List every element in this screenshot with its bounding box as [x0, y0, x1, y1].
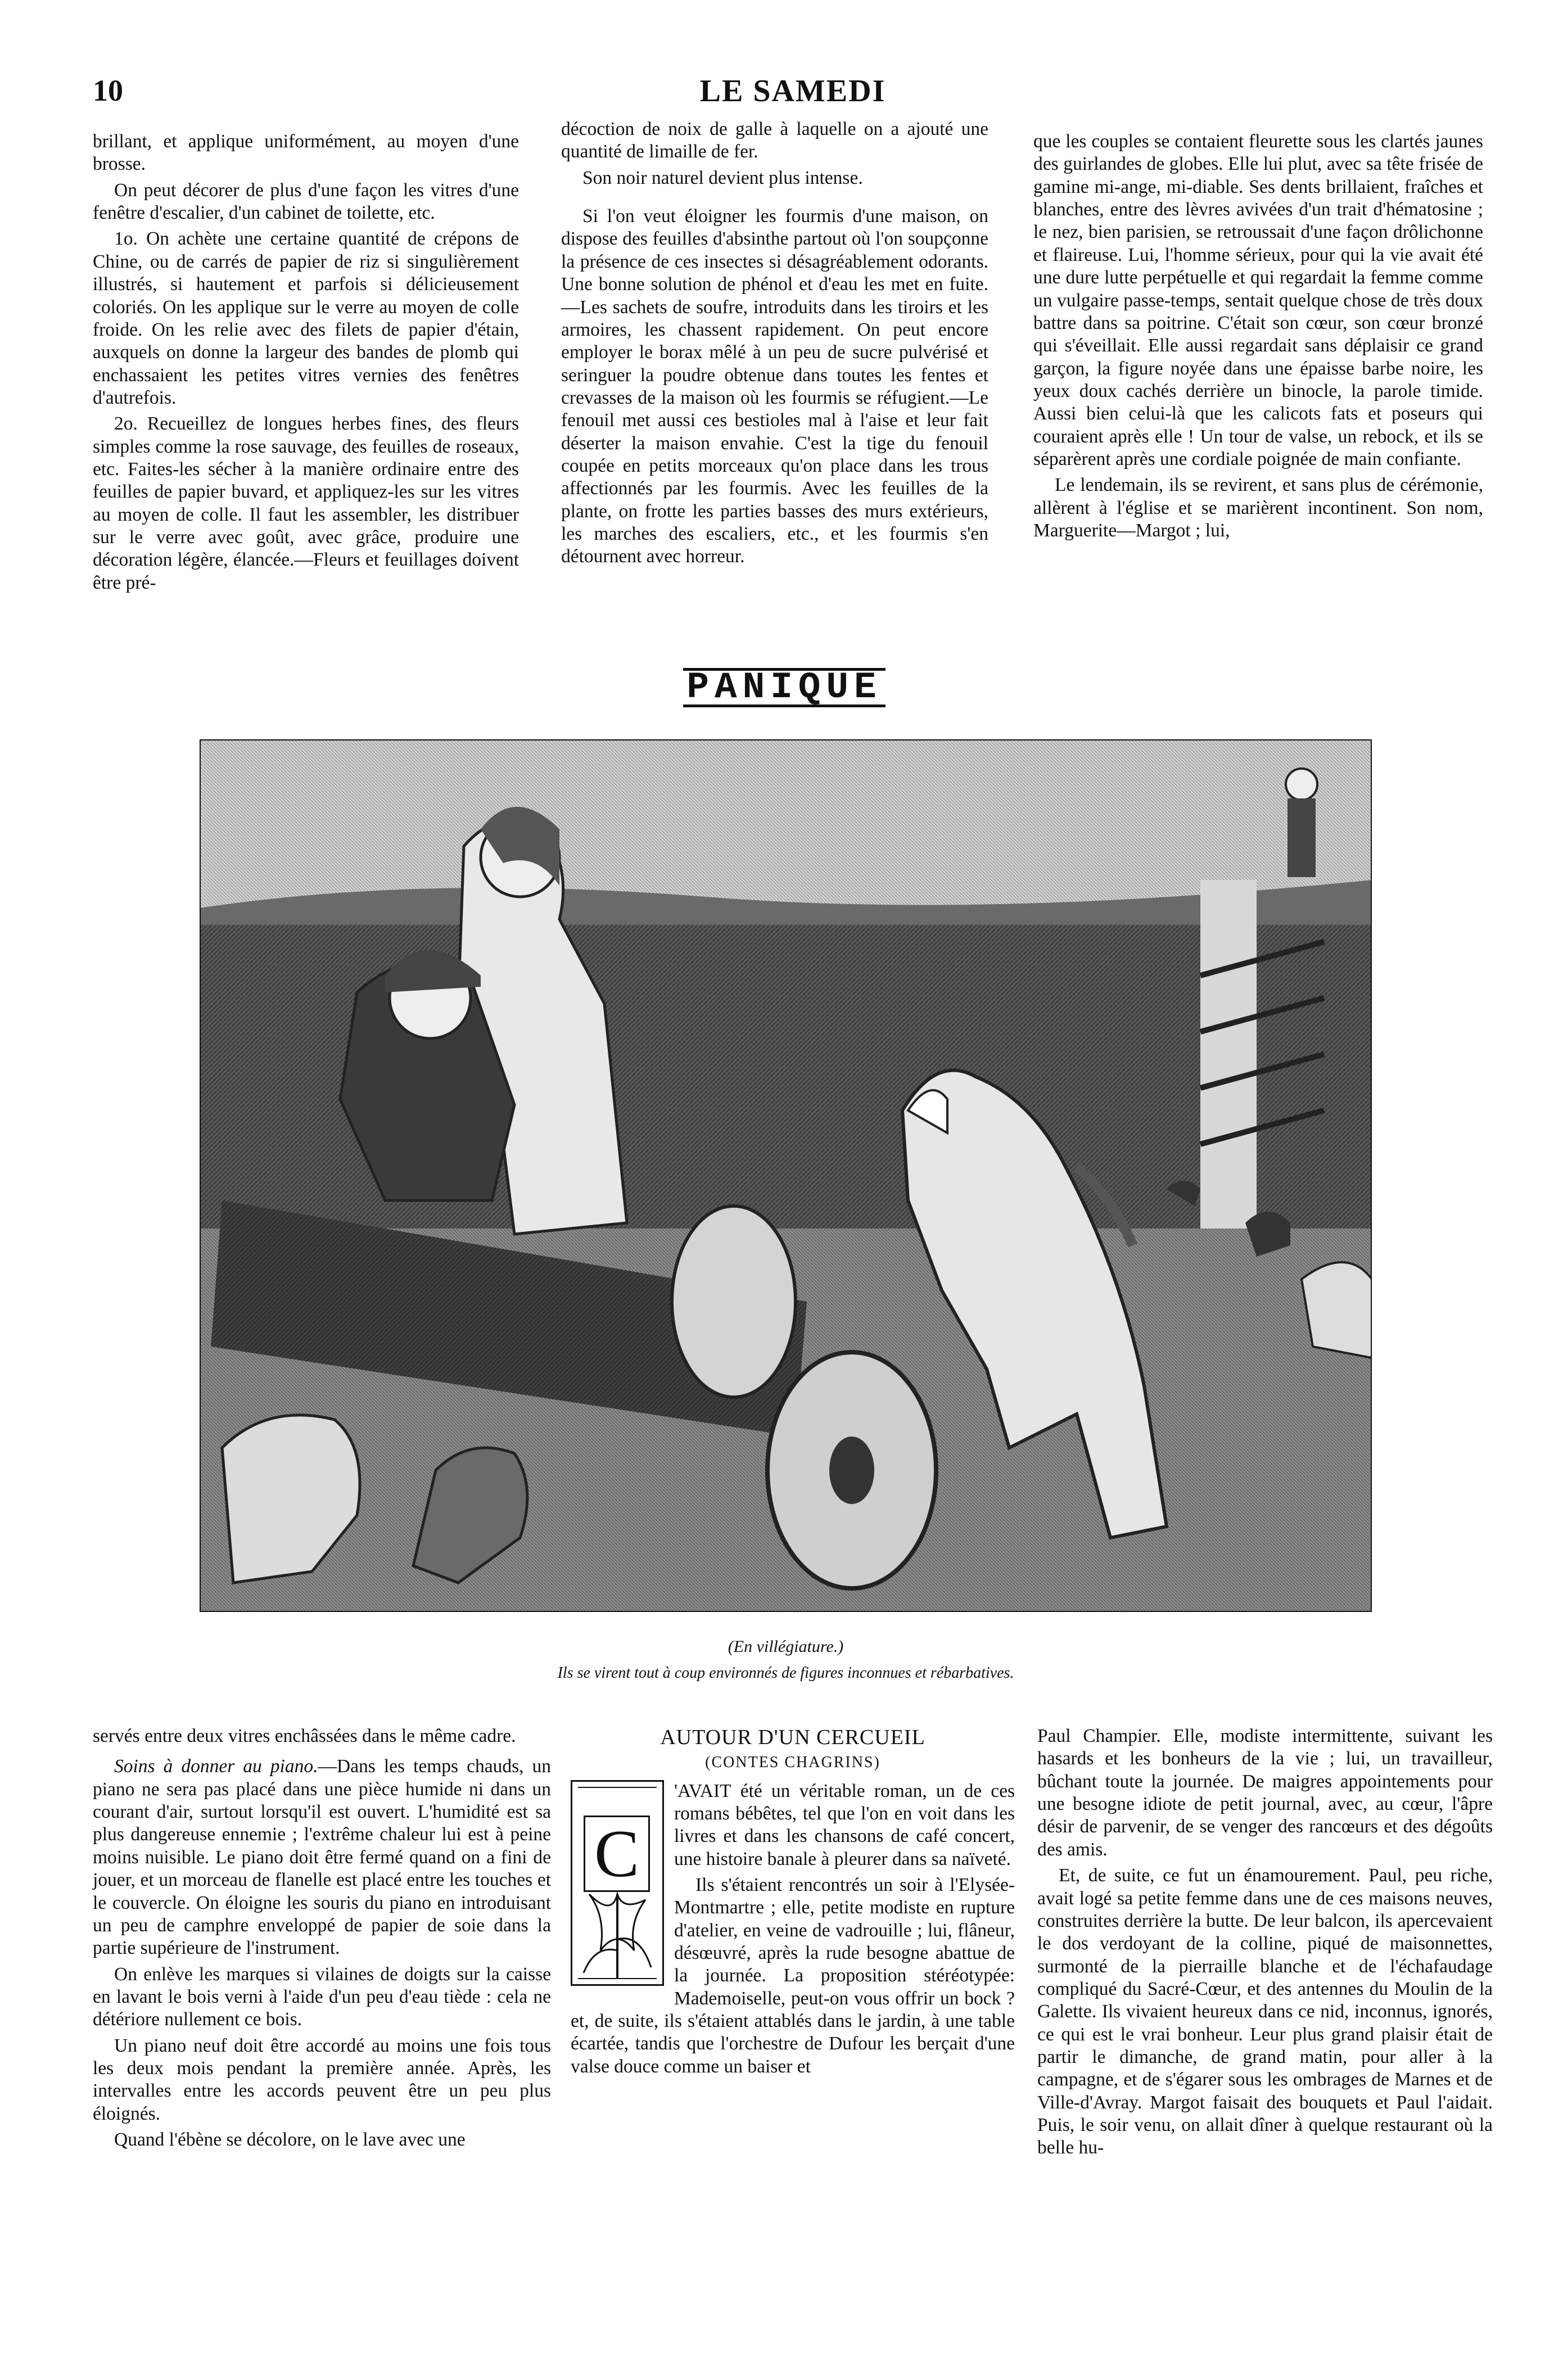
farmer-figure [1286, 769, 1317, 800]
paragraph: Et, de suite, ce fut un énamourement. Paul, peu riche, avait logé sa petite femme dans une de ces maisons neuves, construites derrière la butte. De leur balcon, ils apercevaient le dos verdoyant de la colline, piqué de maisonnettes, surmonté de la pierraille blanche et de l'échafaudage compliqué du Sacré-Cœur, et des antennes du Moulin de la Galette. Ils vivaient heureux dans ce nid, inconnus, ignorés, ce qui est le vrai bonheur. Leur plus grand plaisir était de partir le dimanche, de grand matin, pour aller à la campagne, et de s'égarer sous les ombrages de Marnes et de Ville-d'Avray. Margot faisait des bouquets et Paul l'aidait. Puis, le soir venu, on allait dîner à quelque restaurant où la belle hu- [1037, 1865, 1493, 2158]
column-6 [1037, 1725, 1493, 2163]
paragraph: brillant, et applique uniformément, au moyen d'une brosse. [93, 131, 519, 175]
illustration-caption: Ils se virent tout à coup environnés de figures inconnues et rébarbatives. [557, 1664, 1014, 1682]
column-3 [1033, 130, 1483, 545]
dropcap-letter: C [584, 1816, 650, 1892]
paragraph: Un piano neuf doit être accordé au moins une fois tous les deux mois pendant la première année. Après, les intervalles entre les accords peuvent être un peu plus éloignés. [93, 2035, 551, 2124]
paragraph: On enlève les marques si vilaines de doigts sur la caisse en lavant le bois verni à l'aide d'un peu d'eau tiède : cela ne détériore nullement ce bois. [93, 1963, 551, 2030]
paragraph: 1o. On achète une certaine quantité de crépons de Chine, ou de carrés de papier de riz si singulièrement illustrés, si hautement et parfois si délicieusement coloriés. On les applique sur le verre au moyen de colle froide. On les relie avec des filets de papier d'étain, auxquels on donne la largeur des bandes de plomb qui enchassaient les petites vitres vernies des fenêtres d'autrefois. [93, 228, 519, 408]
page-number: 10 [93, 74, 123, 107]
engraving-drawing [200, 739, 1372, 1612]
paragraph: que les couples se contaient fleurette sous les clartés jaunes des guirlandes de globes. Elle lui plut, avec sa tête frisée de gamine mi-ange, mi-diable. Ses dents brillaient, fraîches et blanches, entre des lèvres avivées d'un trait d'hématosine ; le nez, bien parisien, se retroussait d'une façon drôlichonne et flaireuse. Lui, l'homme sérieux, pour qui la vie avait été une dure lutte perpétuelle et qui regardait la femme comme un vulgaire passe-temps, sentait quelque chose de très doux battre dans sa poitrine. C'était son cœur, son cœur bronzé qui s'éveillait. Elle aussi regardait sans déplaisir ce grand garçon, la figure noyée dans une épaisse barbe noire, les yeux doux cachés derrière un binocle, la parole timide. Aussi bien celui-là que les calicots fats et poseurs qui couraient après elle ! Un tour de valse, un rebock, et ils se séparèrent après une cordiale poignée de main confiante. [1033, 131, 1483, 470]
illustration-title-text: PANIQUE [683, 668, 885, 707]
story-subtitle: (CONTES CHAGRINS) [705, 1753, 880, 1771]
column-2 [561, 118, 988, 572]
paragraph [93, 1755, 551, 1959]
wooden-gate [1200, 880, 1257, 1245]
paragraph: décoction de noix de galle à laquelle on a ajouté une quantité de limaille de fer. [561, 119, 988, 162]
paragraph: Ils s'étaient rencontrés un soir à l'Elysée-Montmartre ; elle, petite modiste en rupture d'atelier, en veine de vadrouille ; lui, flâneur, désœuvré, après la rude besogne abattue de la journée. La proposition stéréotypée: Mademoiselle, peut-on vous offrir un bock ? et, de suite, ils s'étaient attablés dans le jardin, à une table écartée, tandis que l'orchestre de Dufour les berçait d'une valse douce comme un baiser et [571, 1874, 1015, 2077]
paragraph: Si l'on veut éloigner les fourmis d'une maison, on dispose des feuilles d'absinthe partout où l'on soupçonne la présence de ces insectes si désagréablement odorants. Une bonne solution de phénol et d'eau les met en fuite.—Les sachets de soufre, introduits dans les tiroirs et les armoires, les chassent rapidement. On peut encore employer le borax mêlé à un peu de sucre pulvérisé et seringuer la poudre obtenue dans toutes les fentes et crevasses de la maison où les fourmis se réfugient.—Le fenouil met aussi ces bestioles mal à l'aise et leur fait déserter la maison envahie. C'est la tige du fenouil coupée en petits morceaux qu'on place dans les trous affectionnés par les fourmis. Avec les feuilles de la plante, on frotte les parties basses des murs extérieurs, les marches des escaliers, etc., et les fourmis s'en détournent avec horreur. [561, 206, 988, 567]
ornamental-dropcap [571, 1780, 664, 1986]
paragraph: On peut décorer de plus d'une façon les vitres d'une fenêtre d'escalier, d'un cabinet de toilette, etc. [93, 179, 519, 224]
paragraph: Quand l'ébène se décolore, on le lave avec une [114, 2129, 466, 2151]
story-title: AUTOUR D'UN CERCUEIL [660, 1726, 925, 1749]
paragraph: servés entre deux vitres enchâssées dans le même cadre. [93, 1726, 516, 1746]
paragraph-lead: Soins à donner au piano. [114, 1756, 318, 1777]
illustration-title [647, 666, 922, 706]
page-header [93, 73, 1493, 112]
paragraph-body: —Dans les temps chauds, un piano ne sera pas placé dans une pièce humide ni dans un courant d'air, surtout lorsqu'il est ouvert. L'humidité est sa plus dangereuse ennemie ; l'extrême chaleur lui est à peine moins nuisible. Le piano doit être fermé quand on a fini de jouer, et un morceau de flanelle est placé entre les touches et le couvercle. On éloigne les souris du piano en introduisant un peu de camphre enveloppé de papier de soie dans la partie supérieure de l'instrument. [93, 1756, 552, 1959]
column-1 [93, 130, 519, 598]
paragraph-body: été un véritable roman, un de ces romans bébêtes, tel que l'on en voit dans les livres et dans les chansons de café concert, une histoire banale à pleurer dans sa naïveté. [674, 1780, 1015, 1869]
small-caps-opening: 'AVAIT [674, 1780, 731, 1801]
masthead: LE SAMEDI [699, 74, 886, 109]
bucket [672, 1206, 796, 1397]
paragraph: 2o. Recueillez de longues herbes fines, des fleurs simples comme la rose sauvage, des feuilles de roseaux, etc. Faites-les sécher à la manière ordinaire entre des feuilles de papier buvard, et appliquez-les sur les vitres au moyen de colle. Il faut les assembler, les distribuer sur le verre avec goût, avec grâce, produire une décoration légère, élancée.—Fleurs et feuillages doivent être pré- [93, 413, 519, 593]
column-5 [571, 1725, 1015, 2081]
engraving-illustration [200, 739, 1372, 1612]
illustration-caption-place: (En villégiature.) [728, 1637, 844, 1656]
pig-right-edge [1302, 1262, 1372, 1358]
column-4 [93, 1725, 551, 2155]
paragraph: Le lendemain, ils se revirent, et sans plus de cérémonie, allèrent à l'église et se marièrent incontinent. Son nom, Marguerite—Margot ; lui, [1033, 475, 1483, 541]
paragraph: Son noir naturel devient plus intense. [582, 167, 863, 188]
paragraph: Paul Champier. Elle, modiste intermittente, suivant les hasards et les bonheurs de la vie ; lui, un travailleur, bûchant toute la journée. De maigres appointements pour une besogne idiote de petit journal, avec, au cœur, l'âpre désir de parvenir, de se venger des rancœurs et des dégoûts des amis. [1037, 1726, 1493, 1860]
